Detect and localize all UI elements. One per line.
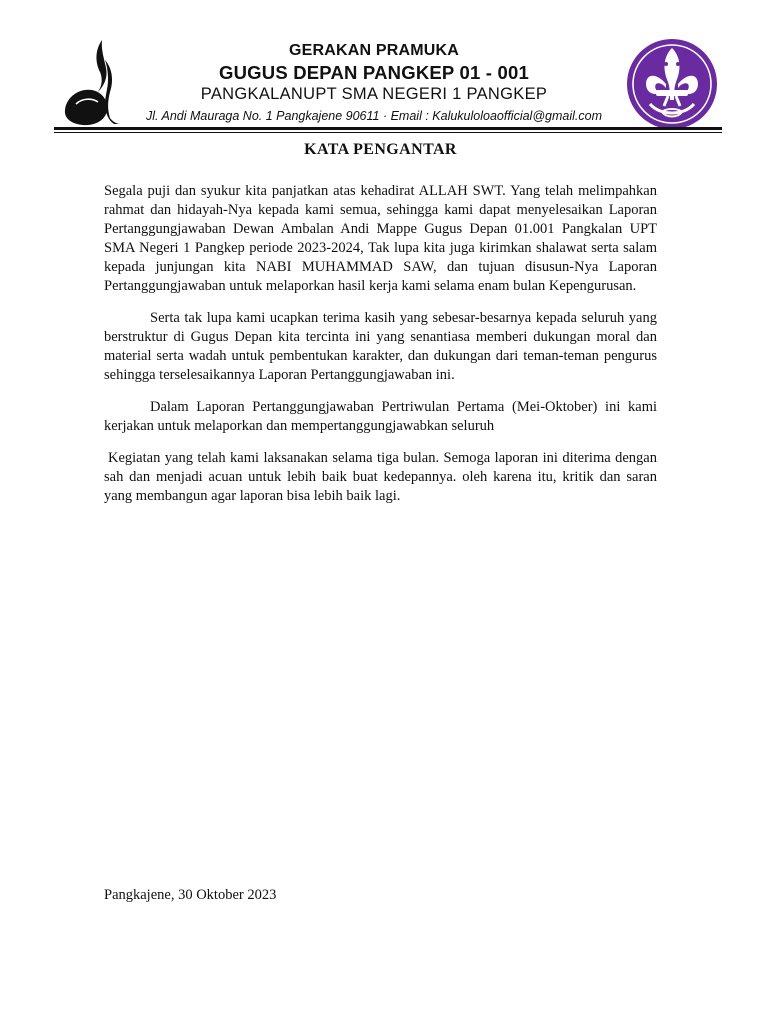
tunas-kelapa-emblem-icon: [62, 38, 126, 126]
paragraph-opening: Segala puji dan syukur kita panjatkan atas kehadirat ALLAH SWT. Yang telah melimpahkan rahmat dan hidayah-Nya kepada kami semua, sehingga kami dapat menyelesaikan Laporan Pertanggungjawaban Dewan Ambalan Andi Mappe Gugus Depan 01.001 Pangkalan UPT SMA Negeri 1 Pangkep periode 2023-2024, Tak lupa kita juga kirimkan shalawat serta salam kepada junjungan kita NABI MUHAMMAD SAW, dan tujuan disusun-Nya Laporan Pertanggungjawaban untuk melaporkan hasil kerja kami selama enam bulan Kepengurusan.: [104, 183, 657, 294]
address-line: Jl. Andi Mauraga No. 1 Pangkajene 90611 · Email : Kalukuloloaofficial@gmail.com: [146, 109, 602, 123]
unit-name: GUGUS DEPAN PANGKEP 01 - 001: [219, 62, 529, 83]
document-title: KATA PENGANTAR: [304, 141, 457, 158]
letterhead-divider-thin: [54, 132, 722, 133]
letterhead-divider-thick: [54, 127, 722, 130]
paragraph-report-scope: Dalam Laporan Pertanggungjawaban Pertriwulan Pertama (Mei-Oktober) ini kami kerjakan untuk melaporkan dan mempertanggungjawabkan seluruh: [104, 399, 657, 434]
organization-name: GERAKAN PRAMUKA: [288, 42, 460, 59]
paragraph-thanks: Serta tak lupa kami ucapkan terima kasih yang sebesar-besarnya kepada seluruh yang berstruktur di Gugus Depan kita tercinta ini yang senantiasa memberi dukungan moral dan material serta wadah untuk pembentukan karakter, dan dukungan dari teman-teman pengurus sehingga terselesaikannya Laporan Pertanggungjawaban ini.: [104, 310, 657, 383]
letterhead-text: [130, 40, 618, 126]
school-name: PANGKALANUPT SMA NEGERI 1 PANGKEP: [200, 85, 548, 103]
document-body: [104, 182, 657, 519]
scout-fleur-de-lis-emblem-icon: [626, 38, 718, 130]
place-date: Pangkajene, 30 Oktober 2023: [104, 887, 277, 903]
paragraph-closing: Kegiatan yang telah kami laksanakan selama tiga bulan. Semoga laporan ini diterima dengan sah dan menjadi acuan untuk lebih baik buat kedepannya. oleh karena itu, kritik dan saran yang membangun agar laporan bisa lebih baik lagi.: [104, 450, 657, 504]
letterhead: [0, 0, 768, 136]
